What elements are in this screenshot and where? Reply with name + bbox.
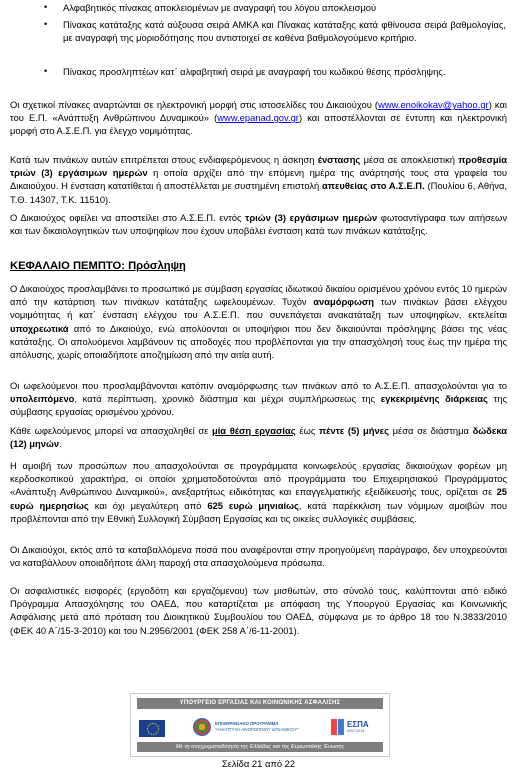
funding-banner [130, 693, 390, 757]
website-link[interactable]: www.epanad.gov.gr [217, 112, 299, 124]
bullet-icon: • [44, 2, 48, 12]
paragraph: Οι ασφαλιστικές εισφορές (εργοδότη και εργαζόμενου) των μισθωτών, στο σύνολό τους, καλύπτονται από ειδικό Πρόγραμμα Απασχόλησης του ΟΑΕΔ, που καταρτίζεται με απόφαση της Υπουργού Εργασίας και Κοινωνικής Ασφάλισης μετά από πρόταση του Διοικητικού Συμβουλίου του ΟΑΕΔ, σύμφωνα με το άρθρο 18 του Ν.3833/2010 (ΦΕΚ 40 Α΄/15-3-2010) και του Ν.2956/2001 (ΦΕΚ 258 Α΄/6-11-2001). [10, 585, 507, 636]
paragraph: Η αμοιβή των προσώπων που απασχολούνται σε προγράμματα κοινωφελούς εργασίας δικαιούχων φορέων μη κερδοσκοπικού χαρακτήρα, οι οποίοι χρηματοδοτούνται από προγράμματα του Επιχειρησιακού Προγράμματος «Ανάπτυξη Ανθρώπινου Δυναμικού», ανεξαρτήτως ειδικότητας και επαγγελματικής εξειδίκευσής τους, ορίζεται σε 25 ευρώ ημερησίως και όχι μεγαλύτερη από 625 ευρώ μηνιαίως, κατά παρέκκλιση των νόμιμων αμοιβών που προβλέπονται από την Εθνική Συλλογική Σύμβαση Εργασίας και τις οικείες συλλογικές συμβάσεις. [10, 460, 508, 524]
bullet-item: • Πίνακας κατάταξης κατά αύξουσα σειρά ΑΜΚΑ και Πίνακας κατάταξης κατά φθίνουσα σειρά βαθμολογίας, με αναγραφή της μοριοδότησης που αντιστοιχεί σε καθένα βαθμολογούμενο κριτήριο. [44, 19, 506, 44]
espa-logo: ΕΣΠΑ 2007-2013 [331, 718, 375, 738]
bullet-item: • Αλφαβητικός πίνακας αποκλειομένων με αναγραφή του λόγου αποκλεισμού [44, 2, 377, 13]
paragraph: Οι Δικαιούχοι, εκτός από τα καταβαλλόμενα ποσά που αναφέρονται στην προηγούμενη παράγραφο, δεν υποχρεούνται να καταβάλλουν οποιαδήποτε άλλη παροχή στα απασχολούμενα πρόσωπα. [10, 544, 507, 569]
paragraph: Κάθε ωφελούμενος μπορεί να απασχοληθεί σε μία θέση εργασίας έως πέντε (5) μήνες μέσα σε διάστημα δώδεκα (12) μηνών. [10, 425, 507, 450]
program-logo-icon [193, 718, 211, 736]
page-number: Σελίδα 21 από 22 [221, 758, 296, 769]
website-link[interactable]: www.enoikokav@yahoo.gr [378, 99, 489, 110]
paragraph: Ο Δικαιούχος προσλαμβάνει το προσωπικό με σύμβαση εργασίας ιδιωτικού δικαίου ορισμένου χρόνου εντός 10 ημερών από την κατάρτιση των πινάκων κατάταξης ωφελουμένων. Τυχόν αναμόρφωση των πινάκων βάσει ελέγχου νομιμότητας ή κατ΄ ένσταση ελέγχου του Α.Σ.Ε.Π. που συνεπάγεται ανακατάταξη των υποψηφίων, εκτελείται υποχρεωτικά από το Δικαιούχο, ενώ απολύονται οι υποψήφιοι που δεν δικαιούνται πρόσληψης βάσει της νέας κατάταξης. Οι απολυόμενοι λαμβάνουν τις αποδοχές που προβλέπονται για την απασχόλησή τους έως την ημέρα της απόλυσης, χωρίς οποιαδήποτε αποζημίωση από την αιτία αυτή. [10, 283, 508, 361]
paragraph: Οι σχετικοί πίνακες αναρτώνται σε ηλεκτρονική μορφή στις ιστοσελίδες του Δικαιούχου (www.enoikokav@yahoo.gr) και του Ε.Π. «Ανάπτυξη Ανθρώπινου Δυναμικού» (www.epanad.gov.gr) και αποστέλλονται σε έντυπη και ηλεκτρονική μορφή στο Α.Σ.Ε.Π. για έλεγχο νομιμότητας. [10, 99, 507, 137]
cofunding-note: Με τη συγχρηματοδότηση της Ελλάδας και της Ευρωπαϊκής Ένωσης [137, 742, 383, 752]
eu-flag-icon [139, 720, 165, 737]
paragraph: Ο Δικαιούχος οφείλει να αποστείλει στο Α.Σ.Ε.Π. εντός τριών (3) εργάσιμων ημερών φωτοαντίγραφα των αιτήσεων και των δικαιολογητικών των υποψηφίων που έχουν υποβάλει ένσταση κατά των πινάκων κατάταξης. [10, 212, 508, 237]
chapter-heading: ΚΕΦΑΛΑΙΟ ΠΕΜΠΤΟ: Πρόσληψη [10, 260, 186, 272]
paragraph: Κατά των πινάκων αυτών επιτρέπεται στους ενδιαφερόμενους η άσκηση ένστασης μέσα σε αποκλειστική προθεσμία τριών (3) εργάσιμων ημερών η οποία αρχίζει από την επόμενη ημέρα της ανάρτησής τους στα γραφεία του Δικαιούχου. Η ένσταση κατατίθεται ή αποστέλλεται με συστημένη επιστολή απευθείας στο Α.Σ.Ε.Π. (Πουλίου 6, Αθήνα, Τ.Θ. 14307, Τ.Κ. 11510). [10, 154, 507, 205]
program-logo: ΕΠΙΧΕΙΡΗΣΙΑΚΟ ΠΡΟΓΡΑΜΜΑ "ΑΝΑΠΤΥΞΗ ΑΝΘΡΩΠΙΝΟΥ ΔΥΝΑΜΙΚΟΥ" [193, 716, 301, 740]
bullet-item: • Πίνακας προσληπτέων κατ΄ αλφαβητική σειρά με αναγραφή του κωδικού θέσης πρόσληψης. [44, 66, 446, 77]
paragraph: Οι ωφελούμενοι που προσλαμβάνονται κατόπιν αναμόρφωσης των πινάκων από το Α.Σ.Ε.Π. απασχολούνται για το υπολειπόμενο, κατά περίπτωση, χρονικό διάστημα και μέχρι συμπλήρωσεως της εγκεκριμένης διάρκειας της σύμβασης εργασίας ορισμένου χρόνου. [10, 380, 507, 418]
bullet-icon: • [44, 66, 48, 76]
ministry-title: ΥΠΟΥΡΓΕΙΟ ΕΡΓΑΣΙΑΣ ΚΑΙ ΚΟΙΝΩΝΙΚΗΣ ΑΣΦΑΛΙΣΗΣ [137, 698, 383, 709]
bullet-icon: • [44, 19, 48, 29]
